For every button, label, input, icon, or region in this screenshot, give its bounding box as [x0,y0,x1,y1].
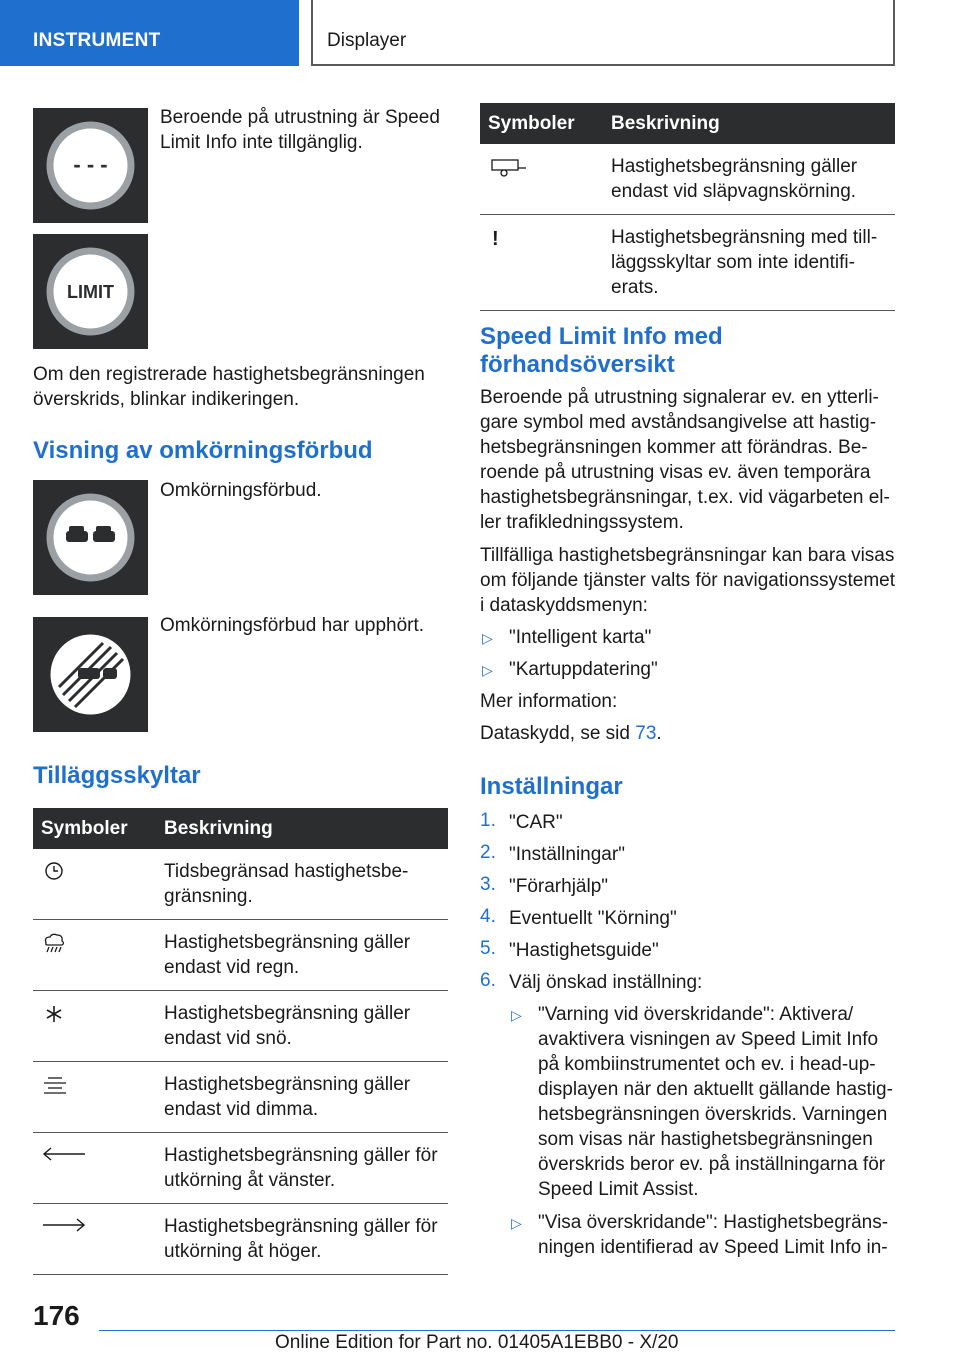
trailer-icon [488,156,528,178]
limit-sign [33,234,148,349]
row-desc: Hastighetsbegränsning gäller endast vid snö. [156,991,448,1062]
settings-heading: Inställningar [480,773,623,800]
step-text: "Hastighetsguide" [509,940,659,961]
step-text: "CAR" [509,812,563,833]
arrow-right-icon [41,1216,87,1234]
table-row [480,144,895,215]
step-text: "Inställningar" [509,844,625,865]
col-description: Beskrivning [603,103,895,144]
data-protection-text: Dataskydd, se sid [480,723,636,744]
row-desc: Hastighetsbegränsning gäller endast vid dimma. [156,1062,448,1133]
bullet-triangle-icon: ▷ [511,1007,522,1023]
exclamation-icon: ! [492,228,499,250]
table-row [33,991,448,1062]
sign-dashes-text: - - - [73,152,108,177]
table-row [33,849,448,920]
preview-heading [480,323,900,379]
step-number: 3. [480,874,496,895]
preview-paragraph-2: Tillfälliga hastighetsbegränsningar kan bara visas om följande tjänster valts för navigationssystemet i dataskyddsmenyn: [480,545,896,616]
extra-signs-heading: Tilläggsskyltar [33,762,201,789]
row-desc: Hastighetsbegränsning gäller för utkörning åt höger. [156,1204,448,1275]
page-reference-link[interactable]: 73 [635,723,657,744]
section-title: INSTRUMENT [33,30,161,51]
arrow-left-icon [41,1145,87,1163]
bullet-triangle-icon: ▷ [511,1215,522,1231]
row-desc: Hastighetsbegränsning med tillläggsskyltar som inte identifierats. [603,215,895,311]
step-text: Eventuellt "Körning" [509,908,677,929]
extra-signs-table [33,808,448,1275]
list-item: "Intelligent karta" [509,627,652,648]
row-desc: Hastighetsbegränsning gäller endast vid regn. [156,920,448,991]
extra-signs-table-continued [480,103,895,311]
table-row [33,1133,448,1204]
intro-text: Beroende på utrustning är Speed Limit Info inte tillgänglig. [160,107,440,153]
step-number: 4. [480,906,496,927]
col-symbols: Symboler [480,103,603,144]
preview-paragraph-1: Beroende på utrustning signalerar ev. en ytterligare symbol med avståndsangivelse att hastighetsbegränsningen kommer att förändras. Beroende på utrustning visas ev. även temporära hastighetsbegränsningar, t.ex. vid vägarbeten eller trafikledningssystem. [480,387,890,533]
preview-heading-line-2: förhandsöversikt [480,351,675,378]
bullet-triangle-icon: ▷ [482,630,493,646]
data-protection-ref: Dataskydd, se sid 73. [480,723,662,744]
col-symbols: Symboler [33,808,156,849]
exceed-text: Om den registrerade hastighetsbegränsningen överskrids, blinkar indikeringen. [33,364,425,410]
table-row [480,215,895,311]
rain-icon [41,932,67,954]
section-tab [0,0,299,66]
footer-divider [99,1330,895,1331]
overtake-ban-text: Omkörningsförbud. [160,480,322,501]
sub-list-item: "Varning vid överskridande": Aktivera/ avaktivera visningen av Speed Limit Info på kombiinstrumentet och ev. i head-up-displayen när den aktuellt gällande hastighetsbegränsningen överskrids. Varningen som visas när hastighetsbegränsningen överskrids beror ev. på inställningarna för Speed Limit Assist. [538,1004,893,1200]
step-number: 2. [480,842,496,863]
clock-icon [41,861,67,881]
bullet-triangle-icon: ▷ [482,662,493,678]
table-row [33,1204,448,1275]
row-desc: Hastighetsbegränsning gäller för utkörning åt vänster. [156,1133,448,1204]
snowflake-icon [41,1003,67,1025]
sign-limit-text: LIMIT [67,282,114,302]
end-no-overtaking-sign [33,617,148,732]
row-desc: Tidsbegränsad hastighetsbegränsning. [156,849,448,920]
overtake-end-text: Omkörningsförbud har upphört. [160,615,425,636]
col-description: Beskrivning [156,808,448,849]
footer-edition: Online Edition for Part no. 01405A1EBB0 - X/20 [275,1332,679,1353]
list-item: "Kartuppdatering" [509,659,658,680]
no-overtaking-sign [33,480,148,595]
step-number: 1. [480,810,496,831]
table-row [33,920,448,991]
subsection-title: Displayer [327,30,407,51]
speed-limit-unavailable-sign [33,108,148,223]
page-number: 176 [33,1300,80,1331]
step-number: 5. [480,938,496,959]
step-text: Välj önskad inställning: [509,972,703,993]
row-desc: Hastighetsbegränsning gäller endast vid släpvagnskörning. [603,144,895,215]
subsection-tab [311,0,895,66]
step-number: 6. [480,970,496,991]
preview-heading-line-1: Speed Limit Info med [480,323,723,350]
overtake-heading: Visning av omkörningsförbud [33,437,373,464]
table-row [33,1062,448,1133]
more-info-label: Mer information: [480,691,618,712]
step-text: "Förarhjälp" [509,876,609,897]
fog-icon [41,1074,69,1096]
sub-list-item: "Visa överskridande": Hastighetsbegränsningen identifierad av Speed Limit Info in- [538,1212,889,1258]
